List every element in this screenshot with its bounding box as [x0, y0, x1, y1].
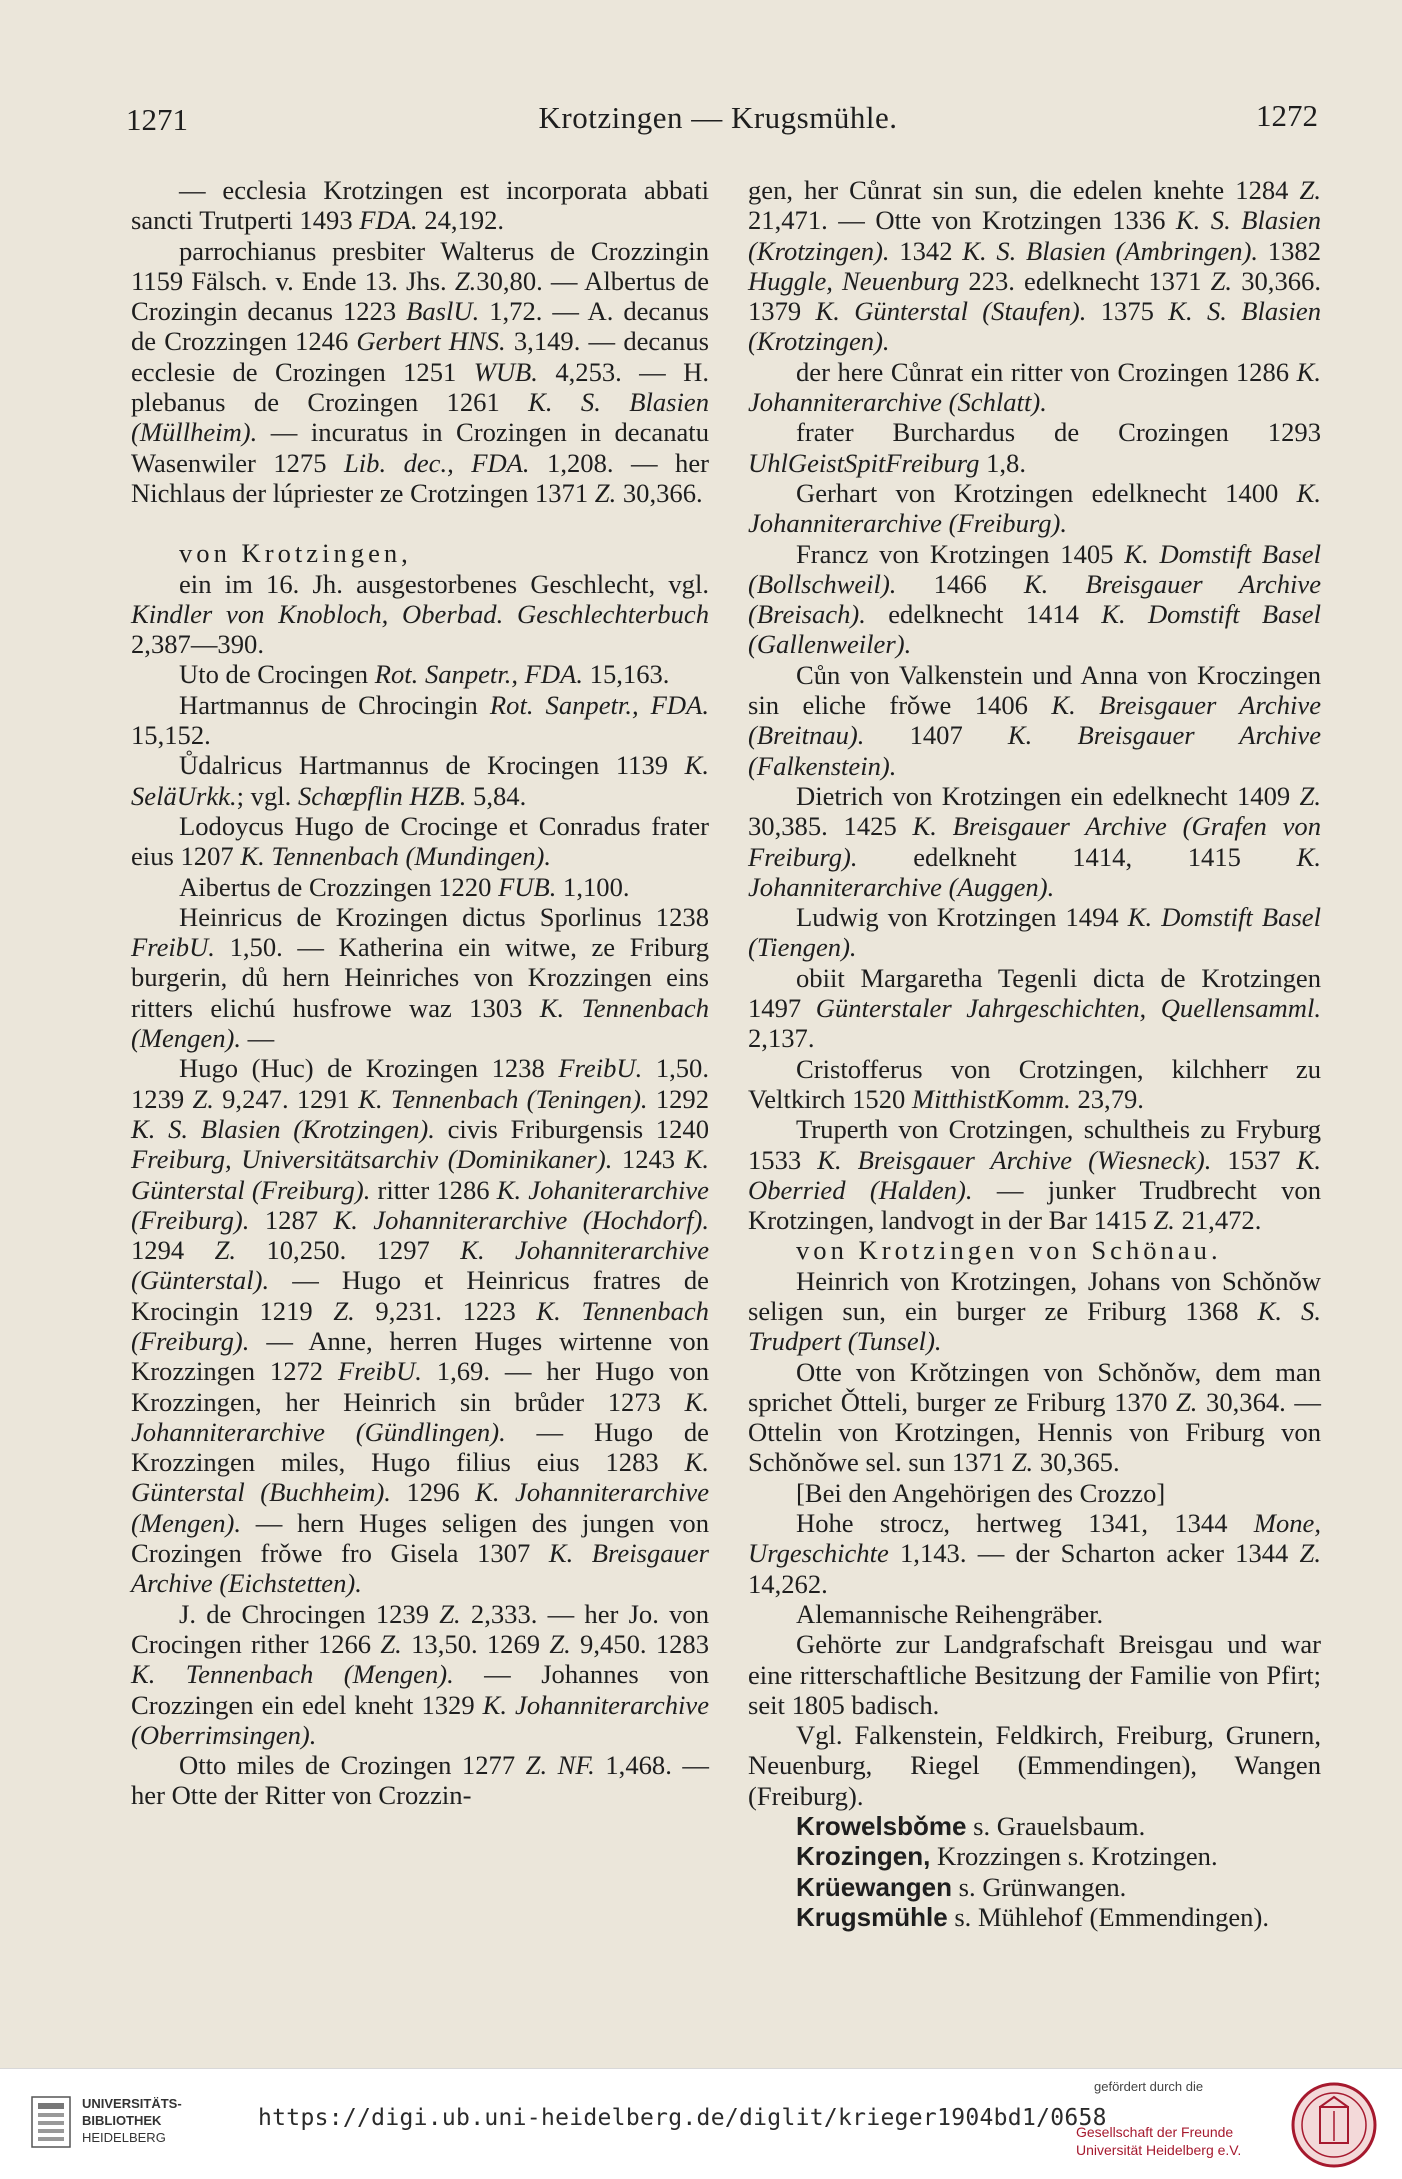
paragraph: Alemannische Reihengräber. — [796, 1598, 1104, 1629]
paragraph: Otto miles de Crozingen 1277 Z. NF. 1,468. — her Otte der Ritter von Crozzin- — [131, 1750, 709, 1811]
paragraph: Vgl. Falkenstein, Feldkirch, Freiburg, Grunern, Neuenburg, Riegel (Emmendingen), Wangen (Freiburg). — [748, 1720, 1321, 1811]
paragraph: parrochianus presbiter Walterus de Crozzingin 1159 Fälsch. v. Ende 13. Jhs. Z.30,80. — Albertus de Crozingin decanus 1223 BaslU. 1,72. — A. decanus de Crozzingen 1246 Gerbert HNS. 3,149. — decanus ecclesie de Crozingen 1251 WUB. 4,253. — H. plebanus de Crozingen 1261 K. S. Blasien (Müllheim). — incuratus in Crozingen in decanatu Wasenwiler 1275 Lib. dec., FDA. 1,208. — her Nichlaus der lúpriester ze Crotzingen 1371 Z. 30,366. — [131, 235, 709, 508]
paragraph: Dietrich von Krotzingen ein edelknecht 1409 Z. 30,385. 1425 K. Breisgauer Archive (Grafen von Freiburg). edelkneht 1414, 1415 K. Johanniterarchive (Auggen). — [748, 780, 1321, 902]
left-column — [131, 175, 709, 1811]
viewer-footer — [0, 2068, 1402, 2179]
paragraph: Aibertus de Crozzingen 1220 FUB. 1,100. — [179, 871, 630, 902]
paragraph: Ludwig von Krotzingen 1494 K. Domstift Basel (Tiengen). — [748, 902, 1321, 963]
paragraph: Francz von Krotzingen 1405 K. Domstift Basel (Bollschweil). 1466 K. Breisgauer Archive (Breisach). edelknecht 1414 K. Domstift Basel (Gallenweiler). — [748, 538, 1321, 660]
library-name-line: HEIDELBERG — [82, 2130, 166, 2145]
page-number-right: 1272 — [1256, 98, 1318, 133]
paragraph: von Krotzingen, — [179, 538, 412, 569]
paragraph: Hugo (Huc) de Krozingen 1238 FreibU. 1,50. 1239 Z. 9,247. 1291 K. Tennenbach (Teningen). 1292 K. S. Blasien (Krotzingen). civis Friburgensis 1240 Freiburg, Universitätsarchiv (Dominikaner). 1243 K. Günterstal (Freiburg). ritter 1286 K. Johaniterarchive (Freiburg). 1287 K. Johanniterarchive (Hochdorf). 1294 Z. 10,250. 1297 K. Johanniterarchive (Günterstal). — Hugo et Heinricus fratres de Krocingin 1219 Z. 9,231. 1223 K. Tennenbach (Freiburg). — Anne, herren Huges wirtenne von Krozzingen 1272 FreibU. 1,69. — her Hugo von Krozzingen, her Heinrich sin brůder 1273 K. Johanniterarchive (Gündlingen). — Hugo de Krozzingen miles, Hugo filius eius 1283 K. Günterstal (Buchheim). 1296 K. Johanniterarchive (Mengen). — hern Huges seligen des jungen von Crozingen frǒwe fro Gisela 1307 K. Breisgauer Archive (Eichstetten). — [131, 1053, 710, 1599]
running-title: Krotzingen — Krugsmühle. — [538, 100, 898, 135]
library-logo-icon — [30, 2095, 72, 2149]
paragraph: Truperth von Crotzingen, schultheis zu Fryburg 1533 K. Breisgauer Archive (Wiesneck). 1537 K. Oberried (Halden). — junker Trudbrecht von Krotzingen, landvogt in der Bar 1415 Z. 21,472. — [748, 1114, 1322, 1236]
lemma-entry: Krozingen, Krozzingen s. Krotzingen. — [796, 1841, 1218, 1872]
paragraph: Gehörte zur Landgrafschaft Breisgau und war eine ritterschaftliche Besitzung der Familie von Pfirt; seit 1805 badisch. — [748, 1629, 1321, 1720]
paragraph: frater Burchardus de Crozingen 1293 UhlGeistSpitFreiburg 1,8. — [748, 417, 1321, 478]
page-header — [118, 96, 1318, 140]
lemma-entry: Krugsmühle s. Mühlehof (Emmendingen). — [796, 1901, 1269, 1932]
library-name-line: UNIVERSITÄTS- — [82, 2096, 182, 2111]
paragraph: J. de Chrocingen 1239 Z. 2,333. — her Jo. von Crocingen rither 1266 Z. 13,50. 1269 Z. 9,450. 1283 K. Tennenbach (Mengen). — Johannes von Crozzingen ein edel kneht 1329 K. Johanniterarchive (Oberrimsingen). — [131, 1598, 710, 1750]
paragraph: — ecclesia Krotzingen est incorporata abbati sancti Trutperti 1493 FDA. 24,192. — [131, 175, 709, 236]
sponsor-name-line: Gesellschaft der Freunde — [1076, 2124, 1234, 2140]
paragraph: obiit Margaretha Tegenli dicta de Krotzingen 1497 Günterstaler Jahrgeschichten, Quellensamml. 2,137. — [748, 962, 1321, 1054]
paragraph: Uto de Crocingen Rot. Sanpetr., FDA. 15,163. — [179, 659, 670, 690]
paragraph: Cristofferus von Crotzingen, kilchherr zu Veltkirch 1520 MitthistKomm. 23,79. — [748, 1053, 1321, 1114]
permalink-url[interactable]: https://digi.ub.uni-heidelberg.de/diglit/krieger1904bd1/0658 — [258, 2105, 1107, 2131]
paragraph: Ůdalricus Hartmannus de Krocingen 1139 K. SeläUrkk.; vgl. Schœpflin HZB. 5,84. — [131, 750, 709, 811]
paragraph: Heinricus de Krozingen dictus Sporlinus 1238 FreibU. 1,50. — Katherina ein witwe, ze Friburg burgerin, dů hern Heinriches von Krozzingen eins ritters elichú husfrowe waz 1303 K. Tennenbach (Mengen). — — [131, 901, 709, 1054]
library-logo[interactable] — [30, 2091, 220, 2157]
paragraph: von Krotzingen von Schönau. — [796, 1235, 1222, 1266]
paragraph: Cůn von Valkenstein und Anna von Kroczingen sin eliche frǒwe 1406 K. Breisgauer Archive (Breitnau). 1407 K. Breisgauer Archive (Falkenstein). — [748, 659, 1321, 781]
lemma-entry: Krowelsbǒme s. Grauelsbaum. — [796, 1811, 1146, 1842]
university-seal-icon — [1290, 2081, 1378, 2169]
library-name-line: BIBLIOTHEK — [82, 2113, 162, 2128]
sponsor-name — [1076, 2123, 1241, 2159]
paragraph: Heinrich von Krotzingen, Johans von Schǒnǒw seligen sun, ein burger ze Friburg 1368 K. S. Trudpert (Tunsel). — [748, 1265, 1322, 1357]
paragraph: ein im 16. Jh. ausgestorbenes Geschlecht, vgl. Kindler von Knobloch, Oberbad. Geschlechterbuch 2,387—390. — [131, 568, 709, 660]
library-name — [82, 2095, 232, 2146]
page-number-left: 1271 — [126, 102, 188, 137]
paragraph: Hartmannus de Chrocingin Rot. Sanpetr., FDA. 15,152. — [131, 689, 710, 751]
sponsor-caption: gefördert durch die — [1094, 2079, 1204, 2094]
paragraph: der here Cůnrat ein ritter von Crozingen 1286 K. Johanniterarchive (Schlatt). — [748, 356, 1321, 418]
sponsor-name-line: Universität Heidelberg e.V. — [1076, 2142, 1242, 2158]
paragraph: Gerhart von Krotzingen edelknecht 1400 K. Johanniterarchive (Freiburg). — [748, 477, 1321, 539]
paragraph: Hohe strocz, hertweg 1341, 1344 Mone, Urgeschichte 1,143. — der Scharton acker 1344 Z. 14,262. — [748, 1508, 1321, 1599]
lemma-entry: Krüewangen s. Grünwangen. — [796, 1871, 1127, 1902]
paragraph: Lodoycus Hugo de Crocinge et Conradus frater eius 1207 K. Tennenbach (Mundingen). — [131, 810, 709, 872]
paragraph: [Bei den Angehörigen des Crozzo] — [796, 1477, 1166, 1508]
right-column — [748, 175, 1321, 1932]
paragraph: gen, her Cůnrat sin sun, die edelen knehte 1284 Z. 21,471. — Otte von Krotzingen 1336 K. S. Blasien (Krotzingen). 1342 K. S. Blasien (Ambringen). 1382 Huggle, Neuenburg 223. edelknecht 1371 Z. 30,366. 1379 K. Günterstal (Staufen). 1375 K. S. Blasien (Krotzingen). — [748, 175, 1322, 357]
paragraph: Otte von Krǒtzingen von Schǒnǒw, dem man sprichet Ǒtteli, burger ze Friburg 1370 Z. 30,364. — Ottelin von Krotzingen, Hennis von Friburg von Schǒnǒwe sel. sun 1371 Z. 30,365. — [748, 1356, 1321, 1478]
sponsor-block[interactable] — [1076, 2079, 1286, 2171]
